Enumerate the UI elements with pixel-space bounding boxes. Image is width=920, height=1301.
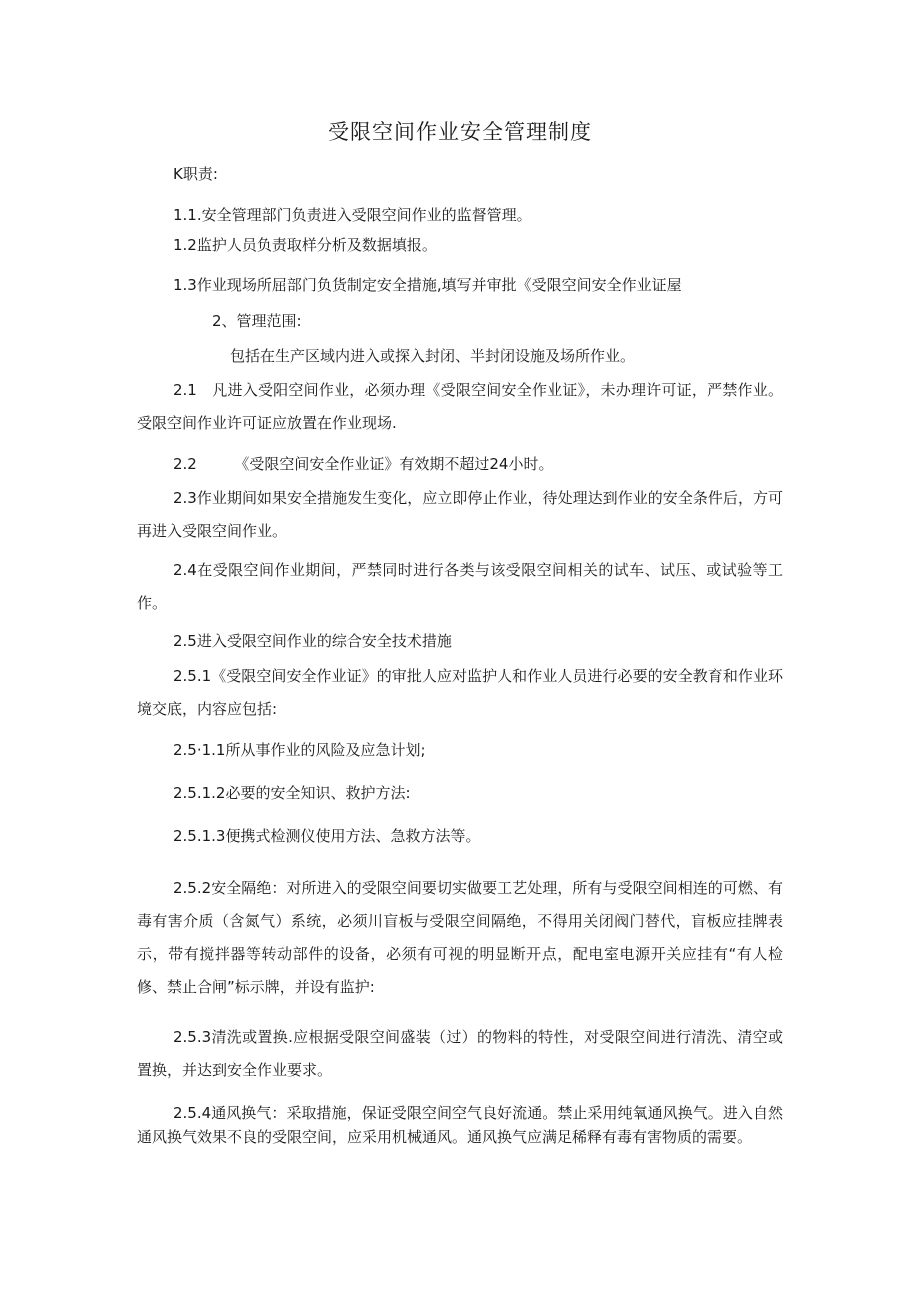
document-title: 受限空间作业安全管理制度 [328, 120, 592, 144]
clause-2-5-1-2: 2.5.1.2必要的安全知识、救护方法: [173, 784, 411, 802]
section-1-heading: K职责: [173, 165, 218, 183]
clause-2-4: 2.4在受限空间作业期间，严禁同时进行各类与该受限空间相关的试车、试压、或试验等工作。 [137, 561, 783, 612]
clause-2-5-2: 2.5.2安全隔绝：对所进入的受限空间要切实做要工艺处理，所有与受限空间相连的可燃、有毒有害介质（含氮气）系统，必须川盲板与受限空间隔绝，不得用关闭阀门替代，盲板应挂牌表示，带有搅拌器等转动部件的设备，必须有可视的明显断开点，配电室电源开关应挂有“有人检修、禁止合闸”标示牌，并设有监护: [137, 879, 783, 996]
clause-1-2: 1.2监护人员负责取样分析及数据填报。 [173, 236, 437, 254]
section-2-scope: 包括在生产区域内进入或探入封闭、半封闭设施及场所作业。 [230, 347, 636, 365]
clause-2-5-1-1: 2.5·1.1所从事作业的风险及应急计划; [173, 741, 426, 759]
clause-2-5-3: 2.5.3清洗或置换.应根据受限空间盛装（过）的物料的特性，对受限空间进行清洗、清空或置换，并达到安全作业要求。 [137, 1028, 783, 1079]
clause-2-5-4: 2.5.4通风换气：采取措施，保证受限空间空气良好流通。禁止采用纯氧通风换气。进入自然通风换气效果不良的受限空间，应采用机械通风。通风换气应满足稀释有毒有害物质的需要。 [137, 1104, 783, 1146]
clause-2-1: 2.1 凡进入受阳空间作业，必须办理《受限空间安全作业证》，未办理许可证，严禁作业。受限空间作业许可证应放置在作业现场. [137, 381, 783, 432]
clause-2-5-1: 2.5.1《受限空间安全作业证》的审批人应对监护人和作业人员进行必要的安全教育和作业环境交底，内容应包括: [137, 667, 783, 718]
clause-1-1: 1.1.安全管理部门负责进入受限空间作业的监督管理。 [173, 206, 532, 224]
clause-2-5: 2.5进入受限空间作业的综合安全技术措施 [173, 632, 452, 650]
clause-2-5-1-3: 2.5.1.3便携式检测仪使用方法、急救方法等。 [173, 827, 481, 845]
clause-2-3: 2.3作业期间如果安全措施发生变化，应立即停止作业，待处理达到作业的安全条件后，方可再进入受限空间作业。 [137, 489, 783, 540]
clause-1-3: 1.3作业现场所屈部门负货制定安全措施,填写并审批《受限空间安全作业证屋 [173, 276, 682, 294]
section-2-heading: 2、管理范围: [212, 312, 302, 330]
clause-2-2: 2.2 《受限空间安全作业证》有效期不超过24小时。 [173, 455, 554, 473]
